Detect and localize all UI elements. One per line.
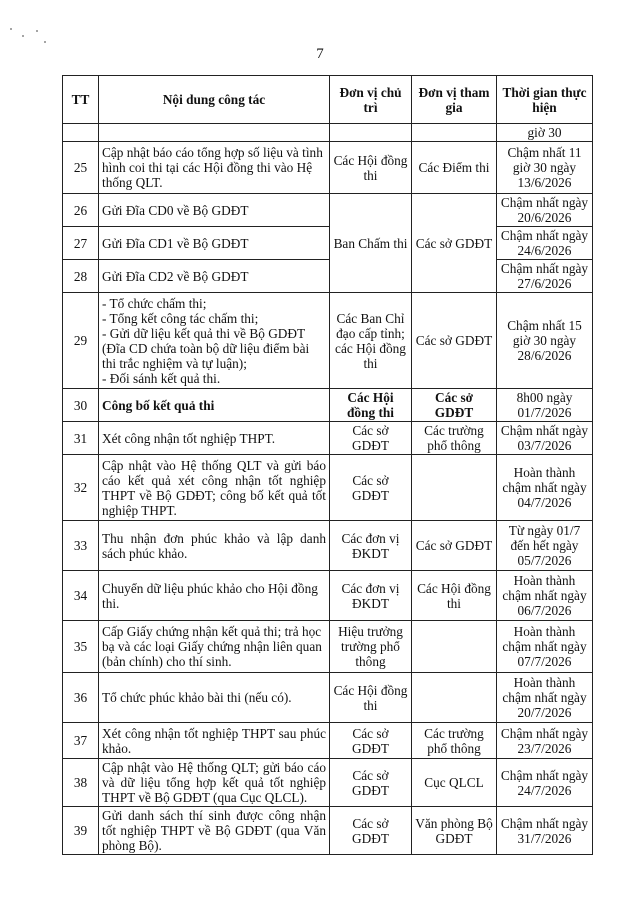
cell-content: Chuyển dữ liệu phúc khảo cho Hội đồng thi.	[99, 571, 330, 621]
cell-participant: Các Điểm thi	[412, 142, 497, 194]
cell-tt: 28	[63, 260, 99, 293]
cell-content: Cập nhật báo cáo tổng hợp số liệu và tình hình coi thi tại các Hội đồng thi vào Hệ thống QLT.	[99, 142, 330, 194]
cell-participant: Văn phòng Bộ GDĐT	[412, 807, 497, 855]
cell-content: Gửi danh sách thí sinh được công nhận tốt nghiệp THPT về Bộ GDĐT (qua Văn phòng Bộ).	[99, 807, 330, 855]
cell-participant: Cục QLCL	[412, 759, 497, 807]
cell-content: Cấp Giấy chứng nhận kết quả thi; trả học bạ và các loại Giấy chứng nhận liên quan (bản chính) cho thí sinh.	[99, 621, 330, 673]
cell-participant	[412, 673, 497, 723]
cell-content: Cập nhật vào Hệ thống QLT; gửi báo cáo và dữ liệu tổng hợp kết quả tốt nghiệp THPT về Bộ GDĐT (qua Cục QLCL).	[99, 759, 330, 807]
table-row	[63, 227, 593, 260]
cell-lead: Các Hội đồng thi	[330, 142, 412, 194]
header-content: Nội dung công tác	[99, 76, 330, 124]
page-number: 7	[316, 46, 324, 62]
cell-participant	[412, 455, 497, 521]
cell-content: Công bố kết quả thi	[99, 389, 330, 422]
cell-time: Chậm nhất ngày 31/7/2026	[497, 807, 593, 855]
table-row	[63, 142, 593, 194]
cell-tt: 36	[63, 673, 99, 723]
cell-participant: Các sở GDĐT	[412, 389, 497, 422]
table-row	[63, 260, 593, 293]
cell-time: Chậm nhất ngày 03/7/2026	[497, 422, 593, 455]
table-header-row	[63, 76, 593, 124]
cell-content: Cập nhật vào Hệ thống QLT và gửi báo cáo kết quả xét công nhận tốt nghiệp THPT về Bộ GDĐT; công bố kết quả tốt nghiệp THPT.	[99, 455, 330, 521]
cell-participant: Các trường phổ thông	[412, 723, 497, 759]
cell-time: Hoàn thành chậm nhất ngày 07/7/2026	[497, 621, 593, 673]
cell-participant: Các sở GDĐT	[412, 521, 497, 571]
cell-time: Chậm nhất ngày 27/6/2026	[497, 260, 593, 293]
cell-lead: Hiệu trưởng trường phổ thông	[330, 621, 412, 673]
cell-participant: Các Hội đồng thi	[412, 571, 497, 621]
cell-time: Hoàn thành chậm nhất ngày 20/7/2026	[497, 673, 593, 723]
cell-time: Chậm nhất 15 giờ 30 ngày 28/6/2026	[497, 293, 593, 389]
cell-lead: Các đơn vị ĐKDT	[330, 571, 412, 621]
cell-content: Xét công nhận tốt nghiệp THPT sau phúc khảo.	[99, 723, 330, 759]
cell-content: Gửi Đĩa CD1 về Bộ GDĐT	[99, 227, 330, 260]
cell-lead: Các Hội đồng thi	[330, 389, 412, 422]
header-lead: Đơn vị chủ trì	[330, 76, 412, 124]
header-time: Thời gian thực hiện	[497, 76, 593, 124]
cell-time: Từ ngày 01/7 đến hết ngày 05/7/2026	[497, 521, 593, 571]
cell-lead: Các sở GDĐT	[330, 723, 412, 759]
cell-participant: Các trường phổ thông	[412, 422, 497, 455]
cell-participant: Các sở GDĐT	[412, 194, 497, 293]
table-row	[63, 723, 593, 759]
cell-content: Gửi Đĩa CD0 về Bộ GDĐT	[99, 194, 330, 227]
cell-time: giờ 30	[497, 124, 593, 142]
schedule-table	[62, 75, 593, 855]
cell-tt: 39	[63, 807, 99, 855]
cell-tt: 26	[63, 194, 99, 227]
content-line: - Tổng kết công tác chấm thi;	[102, 310, 259, 326]
cell-lead: Các sở GDĐT	[330, 422, 412, 455]
cell-time: Chậm nhất ngày 24/7/2026	[497, 759, 593, 807]
scan-speck	[36, 30, 38, 32]
cell-content: Gửi Đĩa CD2 về Bộ GDĐT	[99, 260, 330, 293]
table-row	[63, 571, 593, 621]
scan-speck	[44, 41, 46, 43]
cell-time: Chậm nhất ngày 20/6/2026	[497, 194, 593, 227]
cell-lead: Các đơn vị ĐKDT	[330, 521, 412, 571]
scan-speck	[22, 35, 24, 37]
cell-lead: Các sở GDĐT	[330, 455, 412, 521]
content-line: - Đối sánh kết quả thi.	[102, 370, 221, 386]
table-row-carry	[63, 124, 593, 142]
header-tt: TT	[63, 76, 99, 124]
cell-tt: 35	[63, 621, 99, 673]
cell-tt: 38	[63, 759, 99, 807]
cell-lead: Các sở GDĐT	[330, 759, 412, 807]
content-line: - Gửi dữ liệu kết quả thi về Bộ GDĐT (Đĩa CD chứa toàn bộ dữ liệu điểm bài thi trắc nghiệm và tự luận);	[102, 325, 310, 371]
cell-tt: 27	[63, 227, 99, 260]
cell-lead: Các Ban Chỉ đạo cấp tỉnh; các Hội đồng thi	[330, 293, 412, 389]
cell-time: Hoàn thành chậm nhất ngày 06/7/2026	[497, 571, 593, 621]
cell-content	[99, 293, 330, 389]
table-row	[63, 621, 593, 673]
cell-time: Chậm nhất ngày 23/7/2026	[497, 723, 593, 759]
cell-tt: 29	[63, 293, 99, 389]
table-row	[63, 194, 593, 227]
cell-time: Chậm nhất 11 giờ 30 ngày 13/6/2026	[497, 142, 593, 194]
cell-participant: Các sở GDĐT	[412, 293, 497, 389]
cell-lead: Ban Chấm thi	[330, 194, 412, 293]
cell-time: 8h00 ngày 01/7/2026	[497, 389, 593, 422]
cell-content: Xét công nhận tốt nghiệp THPT.	[99, 422, 330, 455]
table-row	[63, 759, 593, 807]
scan-speck	[10, 28, 12, 30]
table-row	[63, 673, 593, 723]
cell-tt: 34	[63, 571, 99, 621]
cell-tt: 32	[63, 455, 99, 521]
cell-time: Hoàn thành chậm nhất ngày 04/7/2026	[497, 455, 593, 521]
cell-tt: 31	[63, 422, 99, 455]
table-row	[63, 455, 593, 521]
cell-lead: Các Hội đồng thi	[330, 673, 412, 723]
cell-content: Thu nhận đơn phúc khảo và lập danh sách phúc khảo.	[99, 521, 330, 571]
table-row	[63, 521, 593, 571]
table-row	[63, 293, 593, 389]
content-line: - Tổ chức chấm thi;	[102, 295, 207, 311]
table-row	[63, 807, 593, 855]
cell-tt: 37	[63, 723, 99, 759]
cell-participant	[412, 621, 497, 673]
cell-tt: 25	[63, 142, 99, 194]
cell-time: Chậm nhất ngày 24/6/2026	[497, 227, 593, 260]
cell-tt: 33	[63, 521, 99, 571]
cell-tt: 30	[63, 389, 99, 422]
table-row	[63, 389, 593, 422]
cell-lead: Các sở GDĐT	[330, 807, 412, 855]
header-participant: Đơn vị tham gia	[412, 76, 497, 124]
cell-content: Tổ chức phúc khảo bài thi (nếu có).	[99, 673, 330, 723]
table-row	[63, 422, 593, 455]
